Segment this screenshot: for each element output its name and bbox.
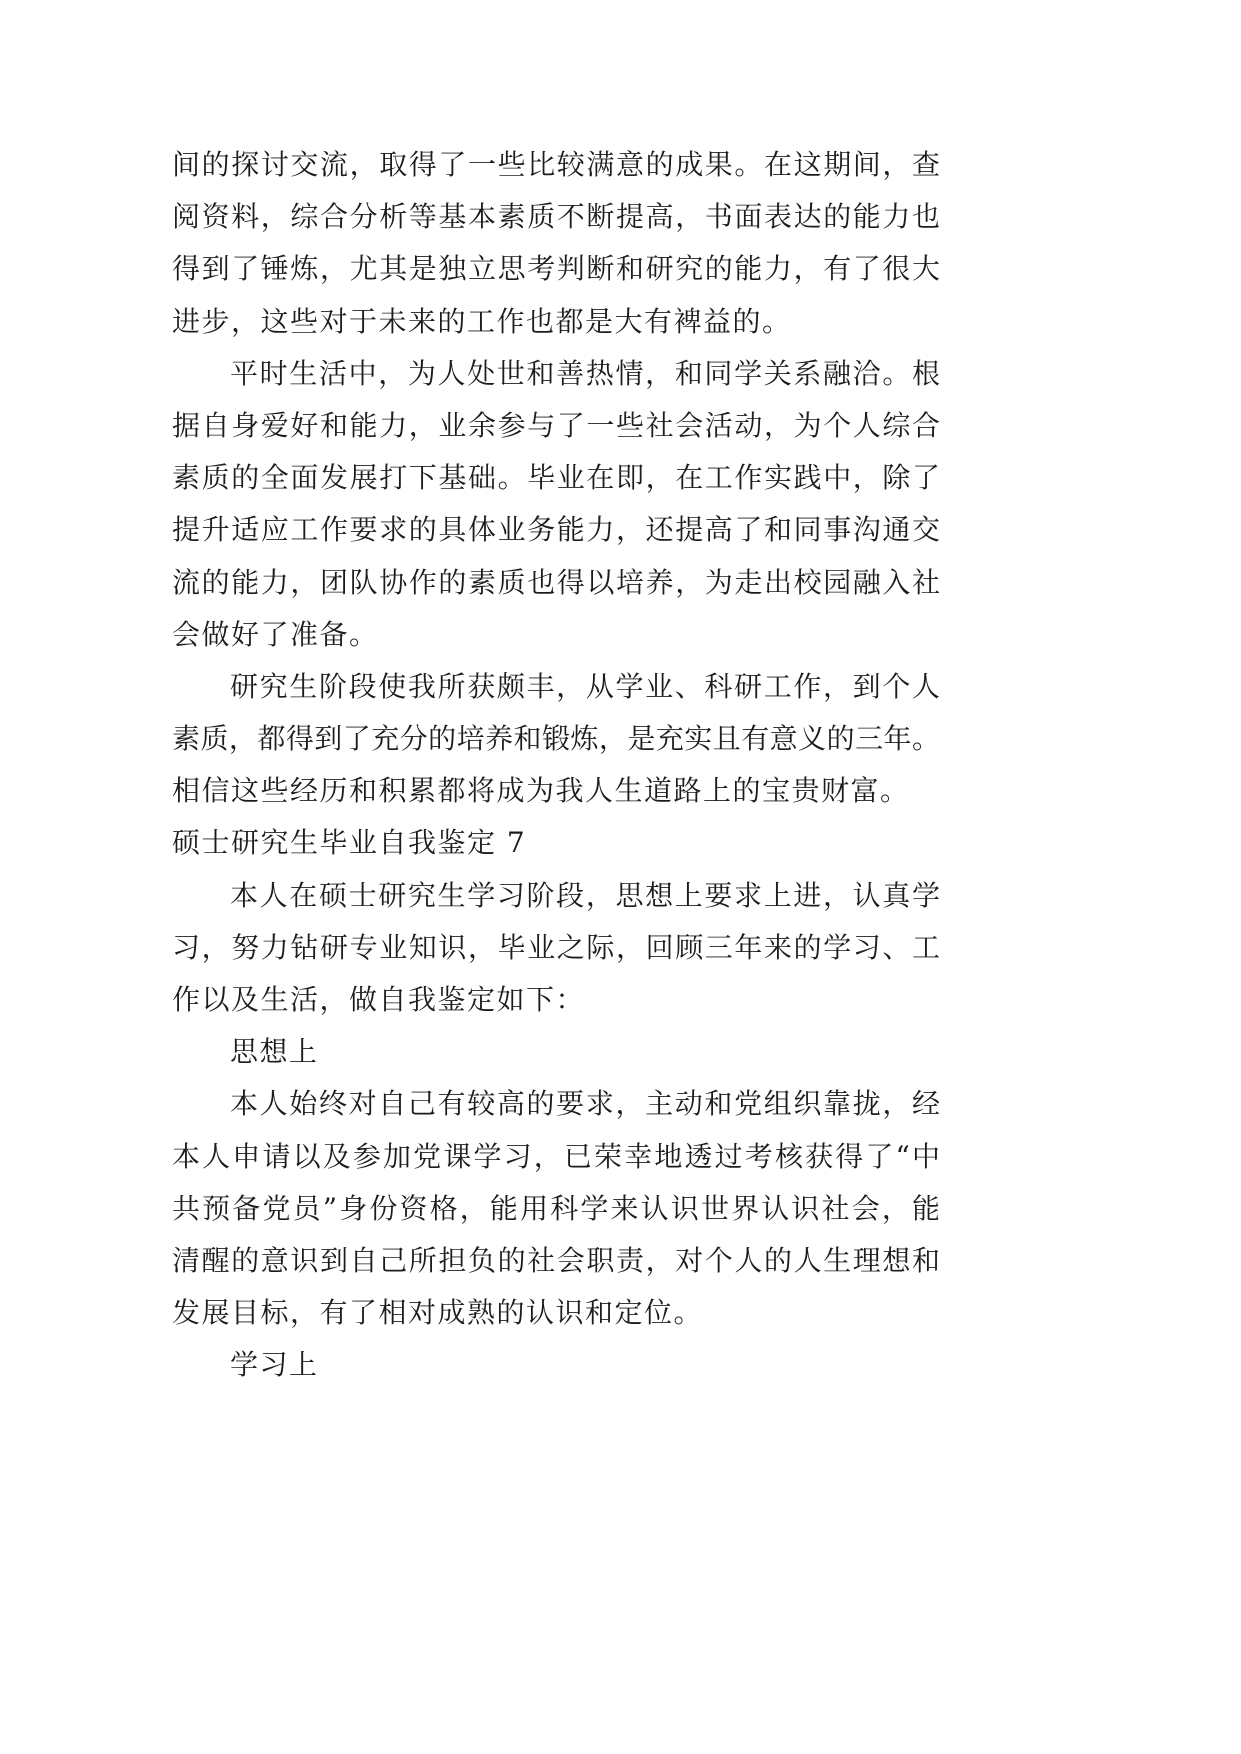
text-line: 作以及生活，做自我鉴定如下： [172, 983, 586, 1016]
text-line: 会做好了准备。 [172, 617, 379, 651]
text-line: 发展目标，有了相对成熟的认识和定位。 [172, 1296, 704, 1330]
text-line: 素质，都得到了充分的培养和锻炼，是充实且有意义的三年。 [172, 722, 940, 756]
text-line: 平时生活中，为人处世和善热情，和同学关系融洽。根 [230, 356, 940, 390]
text-line: 本人申请以及参加党课学习，已荣幸地透过考核获得了“中 [172, 1139, 940, 1173]
text-line: 进步，这些对于未来的工作也都是大有裨益的。 [172, 304, 792, 338]
text-line: 共预备党员”身份资格，能用科学来认识世界认识社会，能 [172, 1191, 940, 1225]
subheading-text: 学习上 [230, 1348, 319, 1382]
text-line: 提升适应工作要求的具体业务能力，还提高了和同事沟通交 [172, 513, 940, 547]
text-line: 研究生阶段使我所获颇丰，从学业、科研工作，到个人 [230, 669, 940, 703]
paragraph-conclusion [172, 661, 940, 818]
text-line: 相信这些经历和积累都将成为我人生道路上的宝贵财富。 [172, 774, 910, 808]
text-line: 阅资料，综合分析等基本素质不断提高，书面表达的能力也 [172, 200, 940, 234]
text-line: 流的能力，团队协作的素质也得以培养，为走出校园融入社 [172, 565, 940, 599]
text-line: 本人始终对自己有较高的要求，主动和党组织靠拢，经 [230, 1087, 940, 1121]
paragraph-research-progress [172, 139, 940, 348]
paragraph-introduction [172, 870, 940, 1027]
text-line: 习，努力钻研专业知识，毕业之际，回顾三年来的学习、工 [172, 930, 940, 964]
text-line: 清醒的意识到自己所担负的社会职责，对个人的人生理想和 [172, 1243, 940, 1277]
subheading-thought [172, 1026, 940, 1078]
text-line: 素质的全面发展打下基础。毕业在即，在工作实践中，除了 [172, 461, 940, 495]
text-line: 本人在硕士研究生学习阶段，思想上要求上进，认真学 [230, 878, 940, 912]
subheading-text: 思想上 [230, 1035, 319, 1069]
subheading-study [172, 1339, 940, 1391]
text-line: 间的探讨交流，取得了一些比较满意的成果。在这期间，查 [172, 148, 940, 181]
text-line: 据自身爱好和能力，业余参与了一些社会活动，为个人综合 [172, 408, 940, 442]
paragraph-daily-life [172, 348, 940, 661]
document-body [172, 139, 940, 1392]
text-line: 得到了锤炼，尤其是独立思考判断和研究的能力，有了很大 [172, 252, 940, 286]
section-heading [172, 817, 940, 869]
paragraph-thought [172, 1078, 940, 1339]
section-title: 硕士研究生毕业自我鉴定 7 [172, 826, 527, 860]
